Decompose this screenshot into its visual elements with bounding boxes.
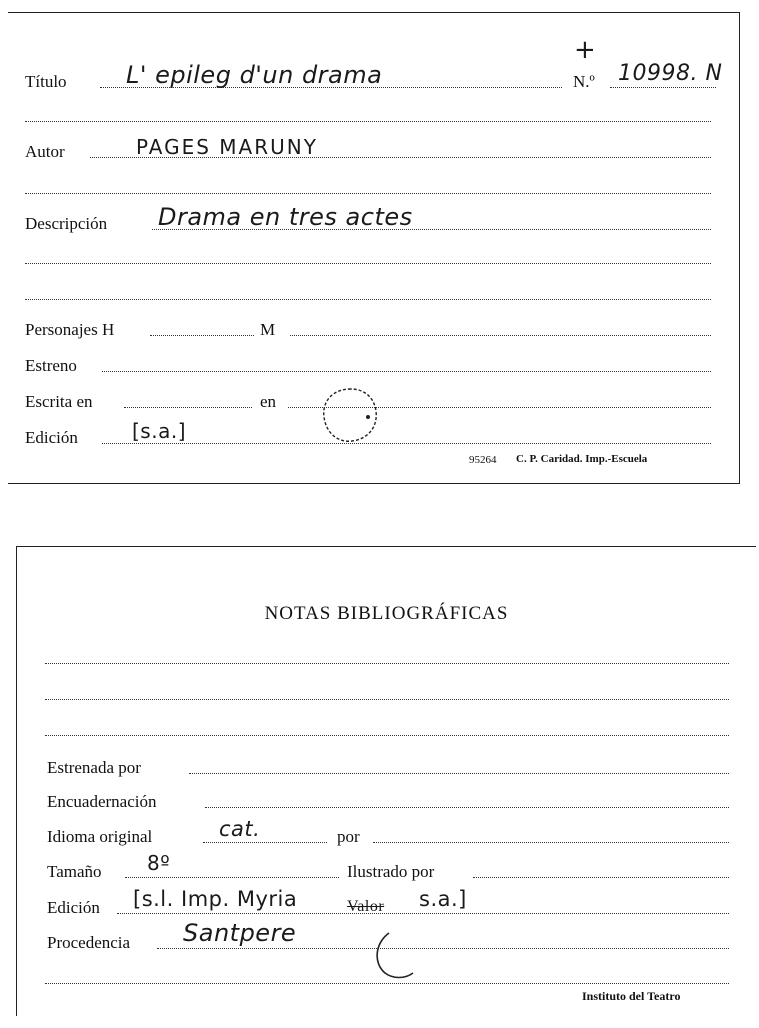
stamp-mark (367, 929, 427, 981)
personajes-m-label: M (260, 320, 276, 339)
encuadernacion-label: Encuadernación (47, 792, 157, 811)
personajes-m-line (290, 335, 711, 336)
autor-label: Autor (25, 142, 65, 161)
idioma-line (203, 842, 327, 843)
procedencia-label: Procedencia (47, 933, 131, 952)
idioma-label: Idioma original (47, 827, 153, 846)
edicion-value: [s.a.] (132, 419, 186, 443)
edicion-back-struck: Valor (347, 898, 385, 915)
footer-institution: Instituto del Teatro (582, 989, 681, 1003)
descripcion-value: Drama en tres actes (158, 203, 413, 231)
encuadernacion-line (205, 807, 729, 808)
idioma-por-label: por (337, 827, 360, 846)
edicion-back-value-1: [s.l. Imp. Myria (133, 887, 298, 911)
blank-line (45, 699, 729, 700)
blank-line (45, 663, 729, 664)
notas-title: NOTAS BIBLIOGRÁFICAS (264, 603, 509, 624)
catalog-card-back (16, 546, 756, 1016)
edicion-back-value-2: s.a.] (419, 887, 467, 911)
tamano-label: Tamaño (47, 862, 102, 881)
blank-line (25, 263, 711, 264)
personajes-label: Personajes H (25, 320, 115, 339)
edicion-back-line (117, 913, 729, 914)
idioma-value: cat. (219, 817, 261, 841)
idioma-por-line (373, 842, 729, 843)
escrita-en-label: en (260, 392, 277, 411)
procedencia-line (157, 948, 729, 949)
estreno-line (102, 371, 711, 372)
numero-value: 10998. N (618, 61, 723, 86)
estreno-label: Estreno (25, 356, 77, 375)
blank-line (25, 121, 711, 122)
blank-line (45, 983, 729, 984)
estrenada-line (189, 773, 729, 774)
edicion-label: Edición (25, 428, 78, 447)
tamano-line (125, 877, 339, 878)
estrenada-label: Estrenada por (47, 758, 141, 777)
stamp-mark (316, 383, 386, 447)
numero-line (610, 87, 716, 88)
titulo-value: L' epileg d'un drama (126, 61, 383, 89)
autor-value: PAGES MARUNY (136, 135, 318, 159)
blank-line (25, 193, 711, 194)
imprint-text: C. P. Caridad. Imp.-Escuela (516, 453, 648, 465)
numero-mark: + (574, 35, 597, 65)
ilustrado-label: Ilustrado por (347, 862, 435, 881)
ilustrado-line (473, 877, 729, 878)
titulo-label: Título (25, 72, 67, 91)
catalog-card-front (8, 12, 740, 484)
blank-line (45, 735, 729, 736)
procedencia-value: Santpere (183, 919, 297, 947)
edicion-back-label: Edición (47, 898, 100, 917)
tamano-value: 8º (147, 851, 171, 875)
escrita-line (124, 407, 252, 408)
numero-label: N.º (573, 72, 595, 91)
escrita-label: Escrita en (25, 392, 93, 411)
descripcion-label: Descripción (25, 214, 108, 233)
imprint-number: 95264 (469, 454, 497, 466)
blank-line (25, 299, 711, 300)
edicion-line (102, 443, 711, 444)
personajes-h-line (150, 335, 254, 336)
